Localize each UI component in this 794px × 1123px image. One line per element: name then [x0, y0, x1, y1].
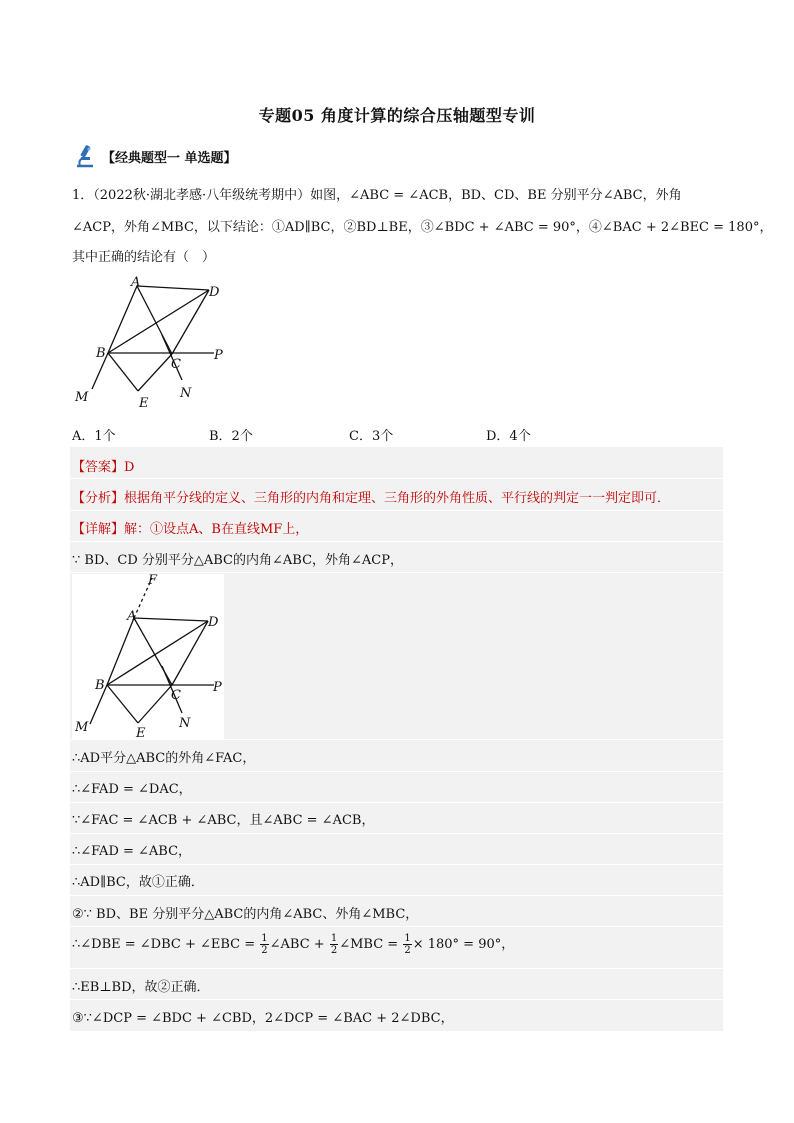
label-c: C: [171, 357, 181, 372]
detail-tag: 【详解】: [72, 522, 125, 537]
detail-line-3: ∴∠FAD = ∠DAC，: [72, 782, 192, 797]
detail-line-1: ∵ BD、CD 分别平分△ABC的内角∠ABC，外角∠ACP，: [72, 553, 404, 568]
microscope-icon: [72, 143, 98, 169]
option-d[interactable]: D．4个: [486, 429, 531, 444]
label-a: A: [131, 276, 141, 290]
label-d-2: D: [208, 615, 219, 630]
option-c[interactable]: C．3个: [349, 429, 394, 444]
answer-row: [72, 456, 134, 475]
detail-row: [72, 518, 308, 537]
question-line-1: 1．（2022秋·湖北孝感·八年级统考期中）如图，∠ABC = ∠ACB，BD、CD、BE 分别平分∠ABC，外角: [72, 188, 682, 203]
page-title: 专题05 角度计算的综合压轴题型专训: [258, 106, 536, 125]
question-line-2: ∠ACP，外角∠MBC，以下结论：①AD∥BC，②BD⊥BE，③∠BDC + ∠ABC = 90°，④∠BAC + 2∠BEC = 180°，: [72, 220, 773, 235]
fraction-half-2: $\frac{1}{2}$: [330, 933, 338, 956]
label-e-2: E: [136, 726, 146, 739]
option-b[interactable]: B．2个: [209, 429, 253, 444]
detail-line-7: ②∵ BD、BE 分别平分△ABC的内角∠ABC、外角∠MBC，: [72, 907, 419, 922]
label-p: P: [214, 348, 223, 363]
option-a[interactable]: A．1个: [72, 429, 116, 444]
analysis-text: 根据角平分线的定义、三角形的内角和定理、三角形的外角性质、平行线的判定一一判定即可．: [124, 491, 671, 506]
geometry-figure-1: [72, 276, 242, 411]
dbe-mid1: ∠ABC +: [269, 937, 329, 952]
section-label: 【经典题型一 单选题】: [102, 150, 237, 166]
detail-line-4: ∵∠FAC = ∠ACB + ∠ABC，且∠ABC = ∠ACB，: [72, 813, 375, 828]
label-e: E: [139, 396, 149, 411]
label-d: D: [209, 285, 220, 300]
label-a-2: A: [127, 609, 137, 624]
dbe-end: × 180° = 90°，: [412, 937, 515, 952]
detail-line-6: ∴AD∥BC，故①正确．: [72, 875, 204, 890]
fraction-half-1: $\frac{1}{2}$: [261, 933, 268, 956]
label-n-2: N: [179, 716, 191, 731]
answer-value: D: [124, 460, 135, 475]
label-p-2: P: [213, 680, 222, 695]
fraction-half-3: $\frac{1}{2}$: [404, 933, 411, 956]
label-f: F: [148, 574, 158, 588]
analysis-tag: 【分析】: [72, 491, 125, 506]
label-m-2: M: [75, 720, 89, 735]
answer-tag: 【答案】: [72, 460, 125, 475]
dbe-mid2: ∠MBC =: [339, 937, 403, 952]
detail-line-2: ∴AD平分△ABC的外角∠FAC，: [72, 751, 256, 766]
label-n: N: [180, 386, 192, 401]
analysis-row: [72, 487, 670, 506]
section-header: [72, 142, 237, 170]
question-line-3: 其中正确的结论有（ ）: [72, 250, 216, 265]
detail-line-9: ③∵∠DCP = ∠BDC + ∠CBD，2∠DCP = ∠BAC + 2∠DBC，: [72, 1011, 454, 1026]
label-c-2: C: [171, 688, 181, 703]
label-b: B: [96, 346, 106, 361]
label-b-2: B: [95, 678, 105, 693]
dbe-prefix: ∴∠DBE = ∠DBC + ∠EBC =: [72, 937, 260, 952]
detail-line-8: ∴EB⊥BD，故②正确．: [72, 980, 210, 995]
detail-intro: 解：①设点A、B在直线MF上，: [124, 522, 309, 537]
detail-line-dbe: [72, 933, 514, 956]
detail-line-5: ∴∠FAD = ∠ABC，: [72, 844, 192, 859]
label-m: M: [75, 390, 89, 405]
geometry-figure-2: [72, 574, 224, 739]
